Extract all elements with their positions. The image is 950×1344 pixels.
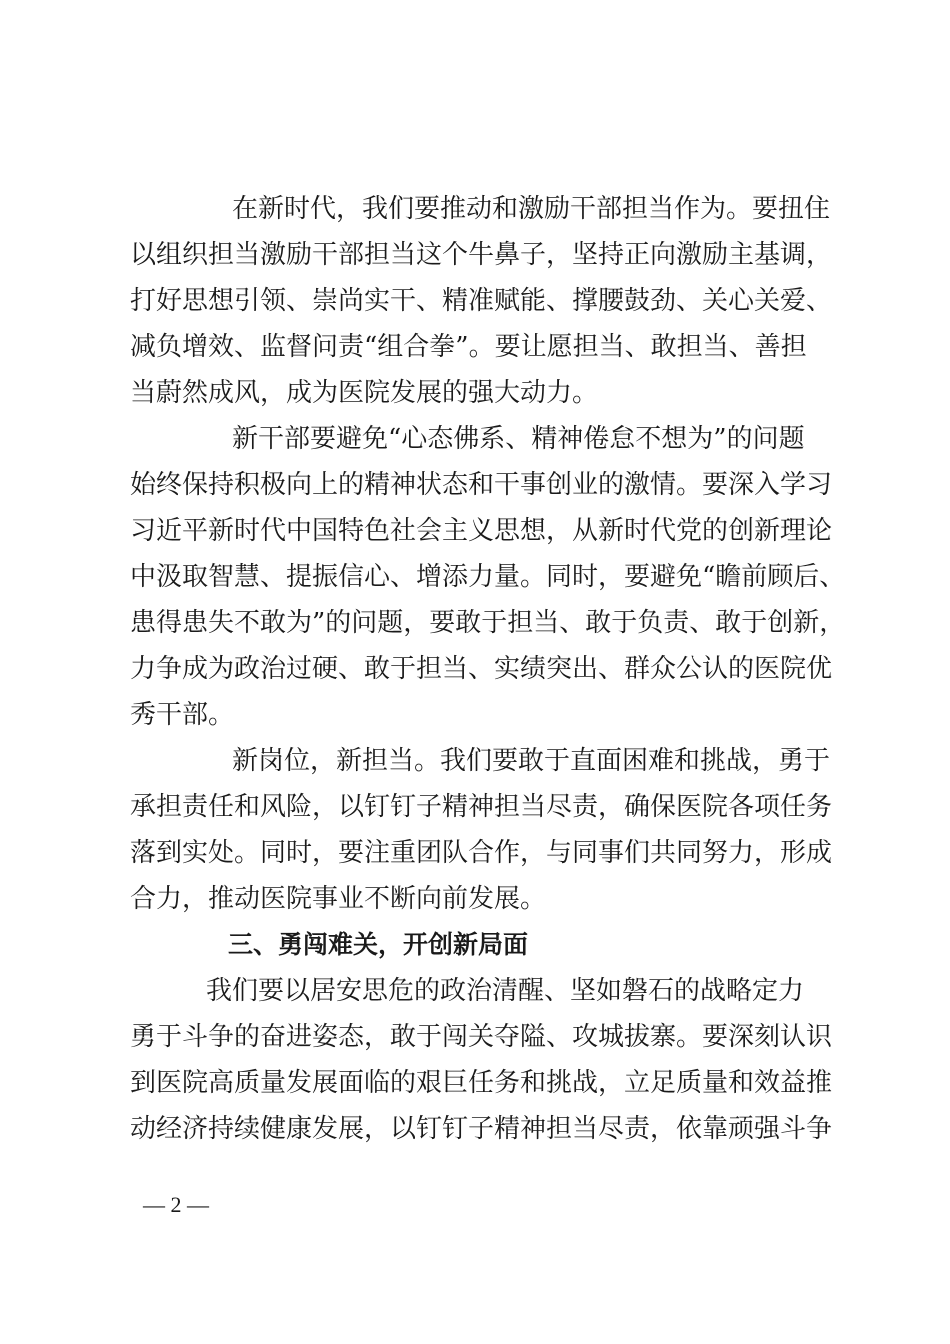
- section-heading: 三、勇闯难关，开创新局面: [228, 930, 529, 959]
- paragraph-line: 秀干部。: [130, 700, 235, 730]
- paragraph-line: 合力，推动医院事业不断向前发展。: [130, 884, 547, 914]
- paragraph-line: 减负增效、监督问责“组合拳”。要让愿担当、敢担当、善担: [130, 332, 807, 362]
- paragraph-line: 打好思想引领、崇尚实干、精准赋能、撑腰鼓劲、关心关爱、: [130, 286, 833, 316]
- paragraph-line: 承担责任和风险，以钉钉子精神担当尽责，确保医院各项任务: [130, 792, 833, 822]
- paragraph-line: 落到实处。同时，要注重团队合作，与同事们共同努力，形成: [130, 838, 833, 868]
- paragraph-line: 新岗位，新担当。我们要敢于直面困难和挑战，勇于: [232, 746, 831, 776]
- paragraph-line: 在新时代，我们要推动和激励干部担当作为。要扭住: [232, 194, 831, 224]
- paragraph-line: 新干部要避免“心态佛系、精神倦怠不想为”的问题: [232, 424, 805, 454]
- paragraph-line: 习近平新时代中国特色社会主义思想，从新时代党的创新理论: [130, 516, 833, 546]
- paragraph-line: 始终保持积极向上的精神状态和干事创业的激情。要深入学习: [130, 470, 833, 500]
- paragraph-line: 我们要以居安思危的政治清醒、坚如磐石的战略定力: [206, 976, 805, 1006]
- paragraph-line: 当蔚然成风，成为医院发展的强大动力。: [130, 378, 599, 408]
- paragraph-line: 力争成为政治过硬、敢于担当、实绩突出、群众公认的医院优: [130, 654, 833, 684]
- paragraph-line: 以组织担当激励干部担当这个牛鼻子，坚持正向激励主基调，: [130, 240, 833, 270]
- paragraph-line: 勇于斗争的奋进姿态，敢于闯关夺隘、攻城拔寨。要深刻认识: [130, 1022, 833, 1052]
- paragraph-line: 患得患失不敢为”的问题，要敢于担当、敢于负责、敢于创新，: [130, 608, 846, 638]
- page-number: — 2 —: [143, 1192, 209, 1217]
- paragraph-line: 动经济持续健康发展，以钉钉子精神担当尽责，依靠顽强斗争: [130, 1114, 833, 1144]
- paragraph-line: 到医院高质量发展面临的艰巨任务和挑战，立足质量和效益推: [130, 1068, 833, 1098]
- paragraph-line: 中汲取智慧、提振信心、增添力量。同时，要避免“瞻前顾后、: [130, 562, 846, 592]
